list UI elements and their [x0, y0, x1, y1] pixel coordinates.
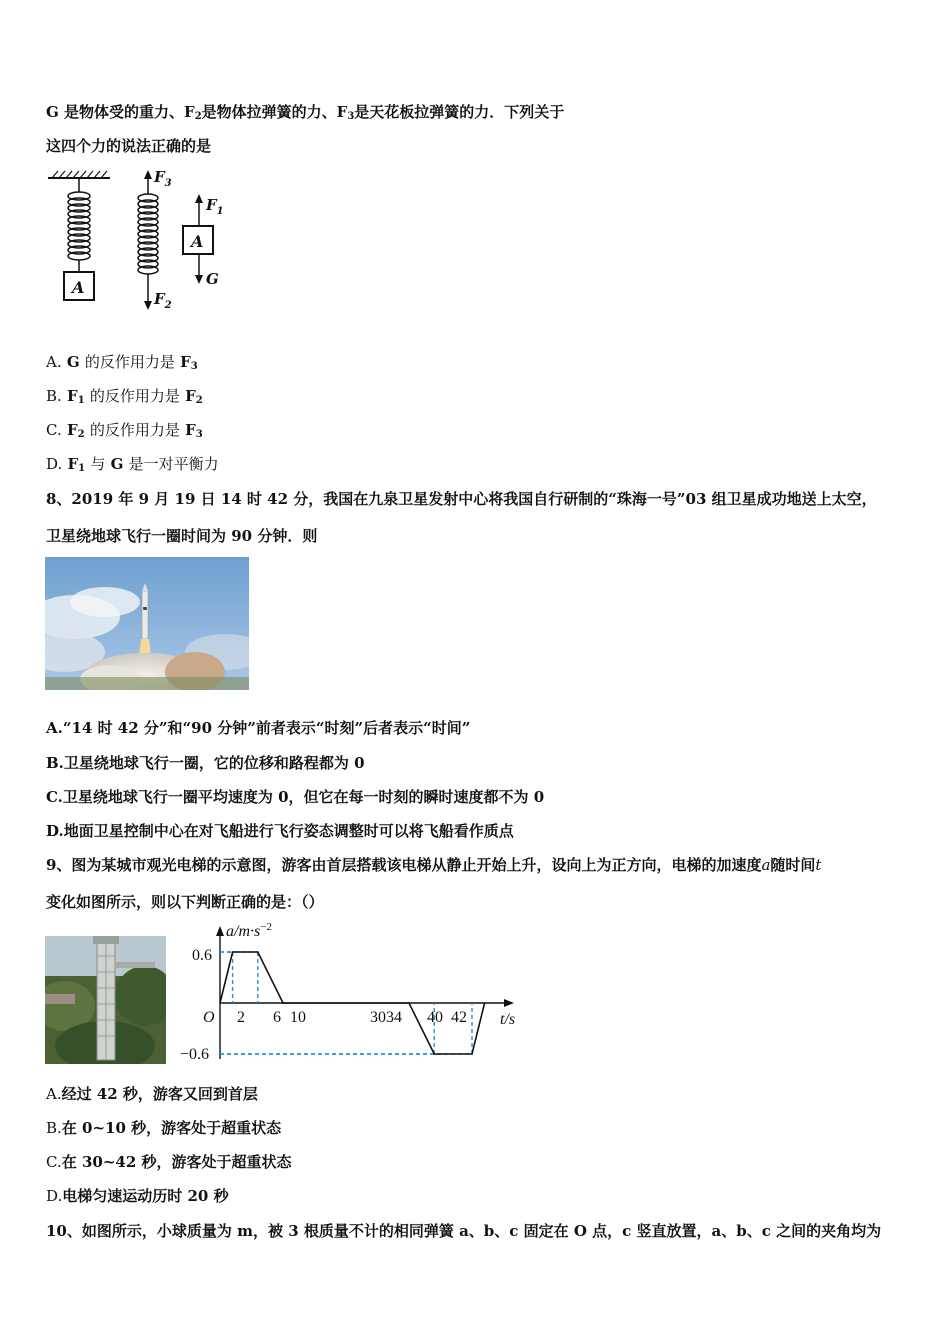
q7-stem-line1: G 是物体受的重力、$F_2$是物体拉弹簧的力、$F_3$是天花板拉弹簧的力．下列关于	[46, 103, 565, 122]
data-point-7	[484, 1002, 486, 1004]
q7-option-a: A. G 的反作用力是 $F_3$	[46, 353, 198, 372]
q8-stem-line1: 8、2019 年 9 月 19 日 14 时 42 分，我国在九泉卫星发射中心将我国自行研制的“珠海一号”03 组卫星成功地送上太空，	[46, 490, 877, 508]
q7-option-d: D. $F_1$ 与 G 是一对平衡力	[46, 455, 219, 474]
data-point-5	[433, 1053, 435, 1055]
spring-force-figure	[44, 168, 236, 318]
x-axis-arrow	[504, 999, 514, 1007]
x-axis-label: t/s	[500, 1011, 516, 1028]
sightseeing-elevator-photo	[45, 936, 166, 1064]
f3-label: $F_3$	[154, 168, 172, 189]
q7-option-b: B. $F_1$ 的反作用力是 $F_2$	[46, 387, 203, 406]
q8-option-b: B.卫星绕地球飞行一圈，它的位移和路程都为 0	[46, 754, 365, 772]
q7-stem-line2: 这四个力的说法正确的是	[46, 137, 212, 155]
g-label: G	[206, 270, 219, 288]
x-tick-42: 42	[451, 1009, 467, 1026]
x-tick-30-34: 3034	[370, 1009, 402, 1026]
q9-option-a: A.经过 42 秒，游客又回到首层	[46, 1085, 258, 1103]
q9-option-d: D.电梯匀速运动历时 20 秒	[46, 1187, 229, 1205]
q8-option-d: D.地面卫星控制中心在对飞船进行飞行姿态调整时可以将飞船看作质点	[46, 822, 514, 840]
q7-option-c: C. $F_2$ 的反作用力是 $F_3$	[46, 421, 203, 440]
rocket-launch-photo	[45, 557, 249, 690]
data-point-4	[408, 1002, 410, 1004]
q9-stem-line1: 9、图为某城市观光电梯的示意图，游客由首层搭载该电梯从静止开始上升，设向上为正方向，电梯的加速度a随时间t	[46, 856, 822, 874]
y-tick-negative: −0.6	[180, 1046, 210, 1063]
data-point-3	[282, 1002, 284, 1004]
block-a-label: A	[191, 232, 204, 251]
acceleration-time-chart	[170, 918, 530, 1068]
data-point-2	[257, 951, 259, 953]
q8-option-c: C.卫星绕地球飞行一圈平均速度为 0，但它在每一时刻的瞬时速度都不为 0	[46, 788, 545, 806]
y-tick-positive: 0.6	[192, 947, 212, 964]
x-tick-40: 40	[427, 1009, 443, 1026]
q8-option-a: A.“14 时 42 分”和“90 分钟”前者表示“时刻”后者表示“时间”	[46, 719, 471, 737]
x-tick-10: 10	[290, 1009, 306, 1026]
origin-label: O	[203, 1009, 215, 1026]
data-point-6	[471, 1053, 473, 1055]
x-tick-2: 2	[237, 1009, 245, 1026]
data-point-0	[219, 1002, 221, 1004]
y-axis-arrow	[216, 926, 224, 936]
box-a-label: A	[72, 278, 85, 297]
q8-stem-line2: 卫星绕地球飞行一圈时间为 90 分钟．则	[46, 527, 318, 545]
y-axis-label: $a/m\cdot s^{-2}$	[226, 921, 272, 940]
f1-label: $F_1$	[206, 196, 224, 217]
f2-label: $F_2$	[154, 290, 172, 311]
q10-stem-line1: 10、如图所示，小球质量为 m，被 3 根质量不计的相同弹簧 a、b、c 固定在 O 点，c 竖直放置，a、b、c 之间的夹角均为	[46, 1222, 882, 1240]
data-point-1	[232, 951, 234, 953]
x-tick-6: 6	[273, 1009, 281, 1026]
q9-option-c: C.在 30~42 秒，游客处于超重状态	[46, 1153, 292, 1171]
q9-stem-line2: 变化如图所示，则以下判断正确的是：（）	[46, 893, 324, 911]
q9-option-b: B.在 0~10 秒，游客处于超重状态	[46, 1119, 282, 1137]
